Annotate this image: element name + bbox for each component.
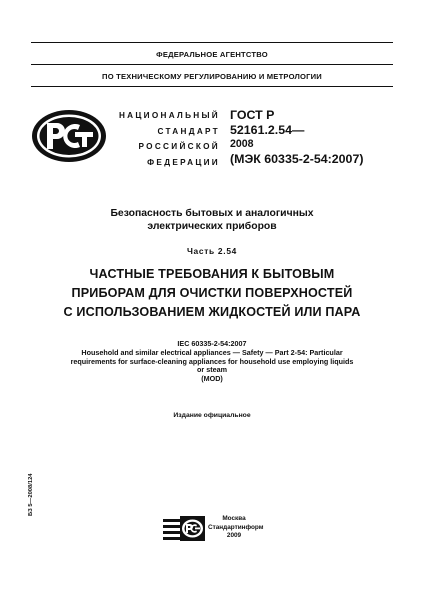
document-title <box>0 207 424 233</box>
top-rule <box>31 42 393 43</box>
national-standard-line: СТАНДАРТ <box>157 126 220 136</box>
main-title-line: ПРИБОРАМ ДЛЯ ОЧИСТКИ ПОВЕРХНОСТЕЙ <box>71 286 353 301</box>
agency-line-2: ПО ТЕХНИЧЕСКОМУ РЕГУЛИРОВАНИЮ И МЕТРОЛОГИИ <box>102 72 322 81</box>
publisher-city: Москва <box>222 515 246 522</box>
publication-year: 2009 <box>226 532 242 540</box>
rst-logo-icon <box>30 108 108 164</box>
national-standard-line: НАЦИОНАЛЬНЫЙ <box>118 111 220 120</box>
english-title <box>48 340 376 384</box>
national-standard-line: РОССИЙСКОЙ <box>138 142 220 151</box>
standartinform-logo-icon <box>163 516 207 541</box>
english-title-line: requirements for surface-cleaning appliances for household use employing liquids <box>70 356 354 366</box>
agency-line-1: ФЕДЕРАЛЬНОЕ АГЕНТСТВО <box>156 50 268 59</box>
middle-rule <box>31 64 393 65</box>
english-title-line: Household and similar electrical appliances — Safety — Part 2-54: Particular <box>81 347 343 357</box>
lower-rule <box>31 86 393 87</box>
part-number: Часть 2.54 <box>186 246 238 256</box>
main-title-line: ЧАСТНЫЕ ТРЕБОВАНИЯ К БЫТОВЫМ <box>89 267 335 281</box>
official-edition-label: Издание официальное <box>173 412 251 419</box>
national-standard-label <box>106 108 220 170</box>
english-title-line: or steam <box>197 365 227 375</box>
publisher-name: Стандартинформ <box>208 523 264 531</box>
gost-year: 2008 <box>230 138 254 151</box>
iec-reference: (МЭК 60335-2-54:2007) <box>230 151 364 166</box>
main-title <box>0 265 424 323</box>
gost-label: ГОСТ Р <box>230 108 275 122</box>
modification-mark: (MOD) <box>201 374 223 384</box>
title-line: электрических приборов <box>147 221 277 232</box>
vertical-code: БЗ 5—2008/124 <box>28 473 34 516</box>
iec-code: IEC 60335-2-54:2007 <box>177 339 247 348</box>
publisher-info <box>208 515 264 541</box>
gost-designation <box>230 108 363 166</box>
title-line: Безопасность бытовых и аналогичных <box>110 208 314 219</box>
gost-number: 52161.2.54— <box>230 122 305 137</box>
national-standard-line: ФЕДЕРАЦИИ <box>147 157 220 167</box>
main-title-line: С ИСПОЛЬЗОВАНИЕМ ЖИДКОСТЕЙ ИЛИ ПАРА <box>63 305 361 320</box>
